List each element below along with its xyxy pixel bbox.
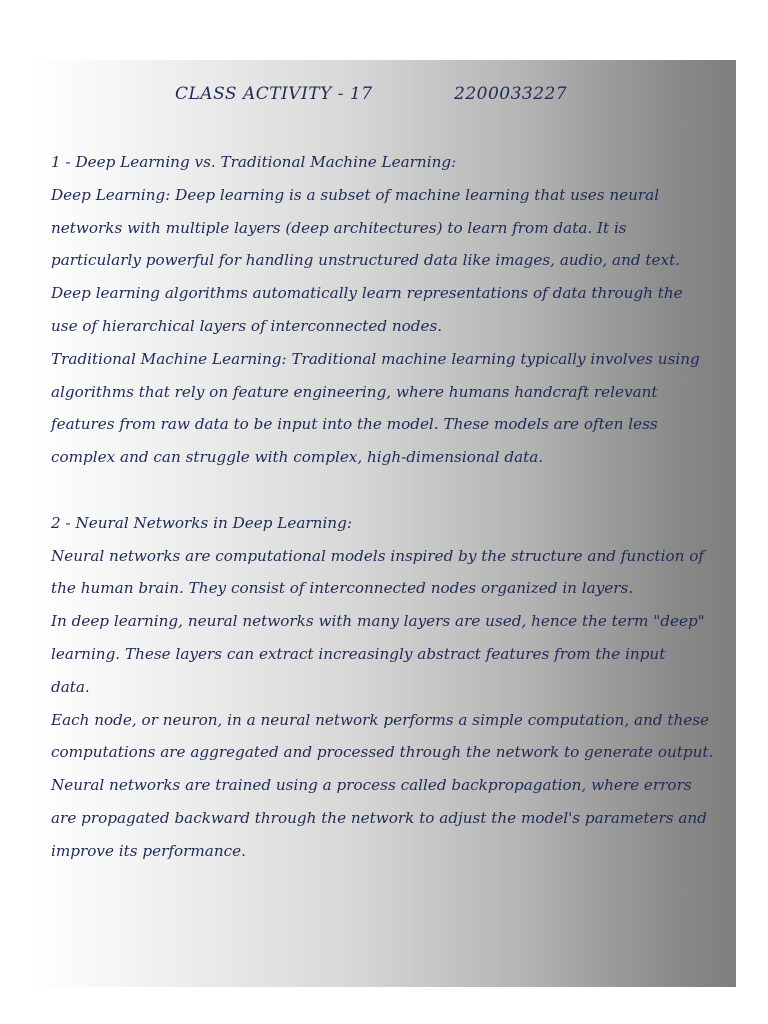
section2-line: In deep learning, neural networks with many layers are used, hence the term "deep" — [51, 612, 705, 631]
page-header — [31, 84, 736, 110]
handwritten-page — [31, 60, 736, 987]
section1-line: Traditional Machine Learning: Traditional machine learning typically involves using — [51, 349, 700, 368]
section2-line: learning. These layers can extract increasingly abstract features from the input — [51, 644, 666, 663]
section2-line: the human brain. They consist of interconnected nodes organized in layers. — [51, 579, 634, 598]
section1-line: use of hierarchical layers of interconnected nodes. — [51, 316, 443, 335]
activity-title: CLASS ACTIVITY - 17 — [175, 84, 373, 104]
section1-line: algorithms that rely on feature engineering, where humans handcraft relevant — [51, 382, 658, 401]
section2-heading: 2 - Neural Networks in Deep Learning: — [51, 513, 352, 532]
section1-line: features from raw data to be input into the model. These models are often less — [51, 415, 658, 434]
page-content — [51, 146, 727, 868]
section2-line: computations are aggregated and processed through the network to generate output. — [51, 743, 714, 762]
section2-line: are propagated backward through the network to adjust the model's parameters and — [51, 808, 707, 827]
id-number: 2200033227 — [454, 84, 568, 104]
section1-line: particularly powerful for handling unstructured data like images, audio, and text. — [51, 251, 681, 270]
section2-line: Each node, or neuron, in a neural network performs a simple computation, and these — [51, 710, 710, 729]
section1-line: Deep Learning: Deep learning is a subset of machine learning that uses neural — [51, 185, 660, 204]
section-gap — [51, 474, 727, 507]
section2-line: Neural networks are trained using a process called backpropagation, where errors — [51, 776, 692, 795]
section1-heading: 1 - Deep Learning vs. Traditional Machine Learning: — [51, 153, 457, 171]
section1-line: complex and can struggle with complex, high-dimensional data. — [51, 448, 544, 467]
section1-line: networks with multiple layers (deep architectures) to learn from data. It is — [51, 218, 627, 237]
section1-line: Deep learning algorithms automatically learn representations of data through the — [51, 284, 683, 303]
section2-line: improve its performance. — [51, 841, 246, 860]
section2-line: Neural networks are computational models inspired by the structure and function of — [51, 546, 704, 565]
section2-line: data. — [51, 677, 90, 696]
